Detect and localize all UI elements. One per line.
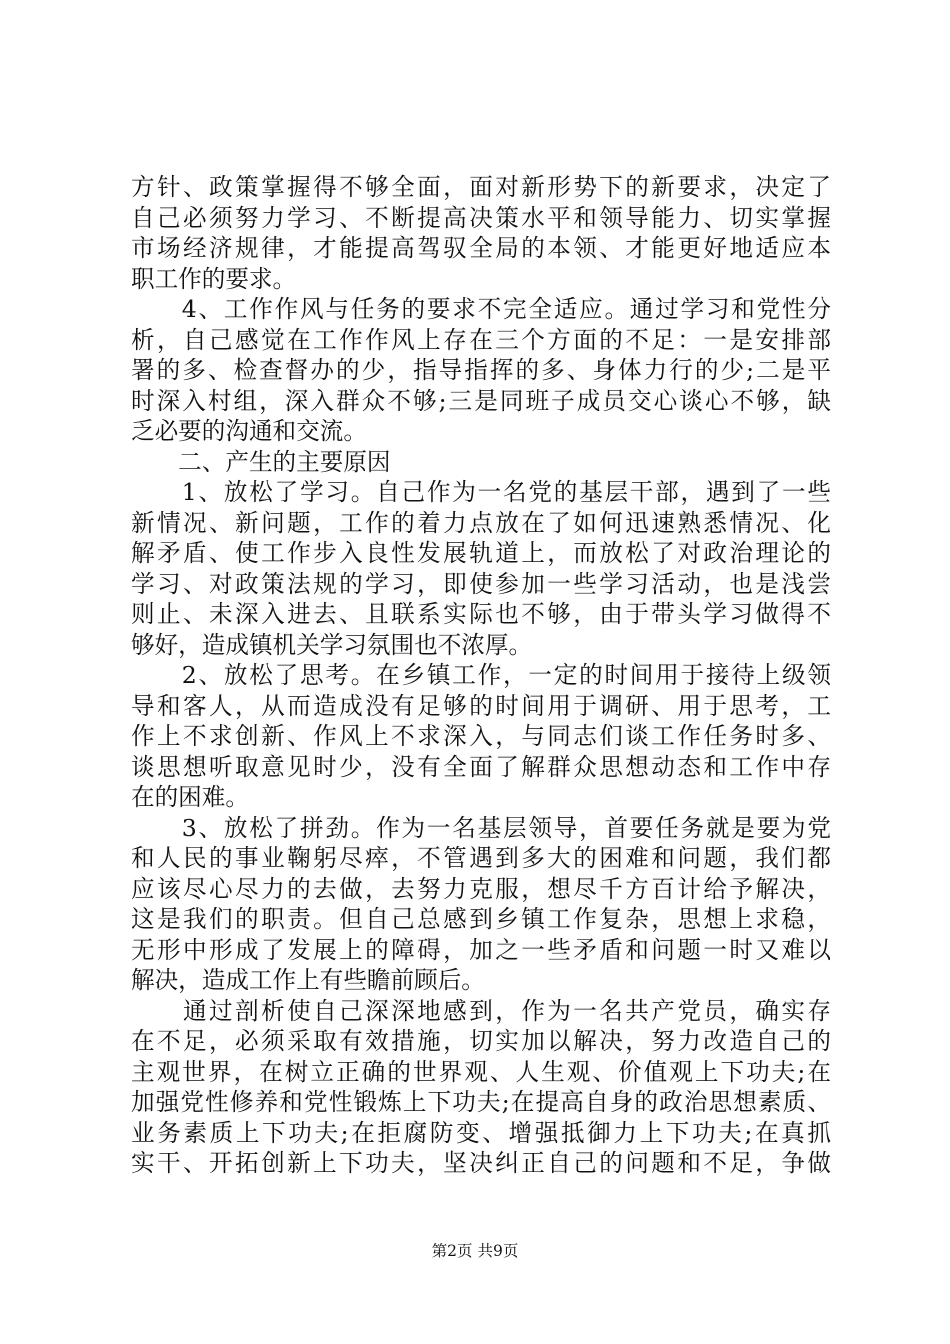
- text-line: 解矛盾、使工作步入良性发展轨道上，而放松了对政治理论的: [131, 539, 831, 567]
- text-line: 乏必要的沟通和交流。: [131, 417, 367, 445]
- text-line: 业务素质上下功夫;在拒腐防变、增强抵御力上下功夫;在真抓: [131, 1118, 831, 1147]
- page-number-footer: 第2页 共9页: [431, 1242, 519, 1260]
- text-line: 无形中形成了发展上的障碍，加之一些矛盾和问题一时又难以: [131, 935, 831, 964]
- text-line: 主观世界，在树立正确的世界观、人生观、价值观上下功夫;在: [131, 1057, 831, 1086]
- paragraph-reason-3: [131, 813, 831, 996]
- text-line: 学习、对政策法规的学习，即使参加一些学习活动，也是浅尝: [131, 569, 831, 598]
- text-line: 应该尽心尽力的去做，去努力克服，想尽千方百计给予解决，: [131, 874, 831, 903]
- text-line: 和人民的事业鞠躬尽瘁，不管遇到多大的困难和问题，我们都: [131, 844, 831, 872]
- text-line: 够好，造成镇机关学习氛围也不浓厚。: [131, 630, 533, 659]
- text-line: 在不足，必须采取有效措施，切实加以解决，努力改造自己的: [131, 1027, 831, 1055]
- text-line: 4、工作作风与任务的要求不完全适应。通过学习和党性分: [131, 295, 831, 323]
- section-heading: [131, 447, 831, 478]
- paragraph-conclusion: [131, 996, 831, 1179]
- text-line: 导和客人，从而造成没有足够的时间用于调研、用于思考，工: [131, 691, 831, 720]
- text-line: 加强党性修养和党性锻炼上下功夫;在提高自身的政治思想素质、: [131, 1088, 831, 1116]
- text-line: 在的困难。: [131, 783, 249, 811]
- paragraph-reason-1: [131, 477, 831, 660]
- document-body: [131, 172, 831, 1179]
- text-line: 职工作的要求。: [131, 264, 297, 293]
- text-line: 解决，造成工作上有些瞻前顾后。: [131, 966, 485, 994]
- paragraph-continuation: [131, 172, 831, 294]
- text-line: 2、放松了思考。在乡镇工作，一定的时间用于接待上级领: [131, 661, 831, 689]
- text-line: 实干、开拓创新上下功夫，坚决纠正自己的问题和不足，争做: [131, 1149, 831, 1177]
- text-line: 通过剖析使自己深深地感到，作为一名共产党员，确实存: [131, 996, 831, 1025]
- text-line: 析，自己感觉在工作作风上存在三个方面的不足：一是安排部: [131, 325, 831, 354]
- paragraph-point-4: [131, 294, 831, 447]
- text-line: 方针、政策掌握得不够全面，面对新形势下的新要求，决定了: [131, 173, 831, 201]
- text-line: 这是我们的职责。但自己总感到乡镇工作复杂，思想上求稳，: [131, 905, 831, 933]
- text-line: 谈思想听取意见时少，没有全面了解群众思想动态和工作中存: [131, 752, 831, 781]
- text-line: 作上不求创新、作风上不求深入，与同志们谈工作任务时多、: [131, 722, 831, 750]
- text-line: 时深入村组，深入群众不够;三是同班子成员交心谈心不够，缺: [131, 386, 831, 415]
- text-line: 市场经济规律，才能提高驾驭全局的本领、才能更好地适应本: [131, 234, 831, 262]
- text-line: 新情况、新问题，工作的着力点放在了如何迅速熟悉情况、化: [131, 508, 831, 537]
- text-line: 自己必须努力学习、不断提高决策水平和领导能力、切实掌握: [131, 203, 831, 232]
- text-line: 则止、未深入进去、且联系实际也不够，由于带头学习做得不: [131, 600, 831, 628]
- text-line: 二、产生的主要原因: [131, 447, 391, 476]
- text-line: 署的多、检查督办的少，指导指挥的多、身体力行的少;二是平: [131, 356, 831, 384]
- text-line: 1、放松了学习。自己作为一名党的基层干部，遇到了一些: [131, 478, 831, 506]
- text-line: 3、放松了拼劲。作为一名基层领导，首要任务就是要为党: [131, 813, 831, 842]
- paragraph-reason-2: [131, 660, 831, 813]
